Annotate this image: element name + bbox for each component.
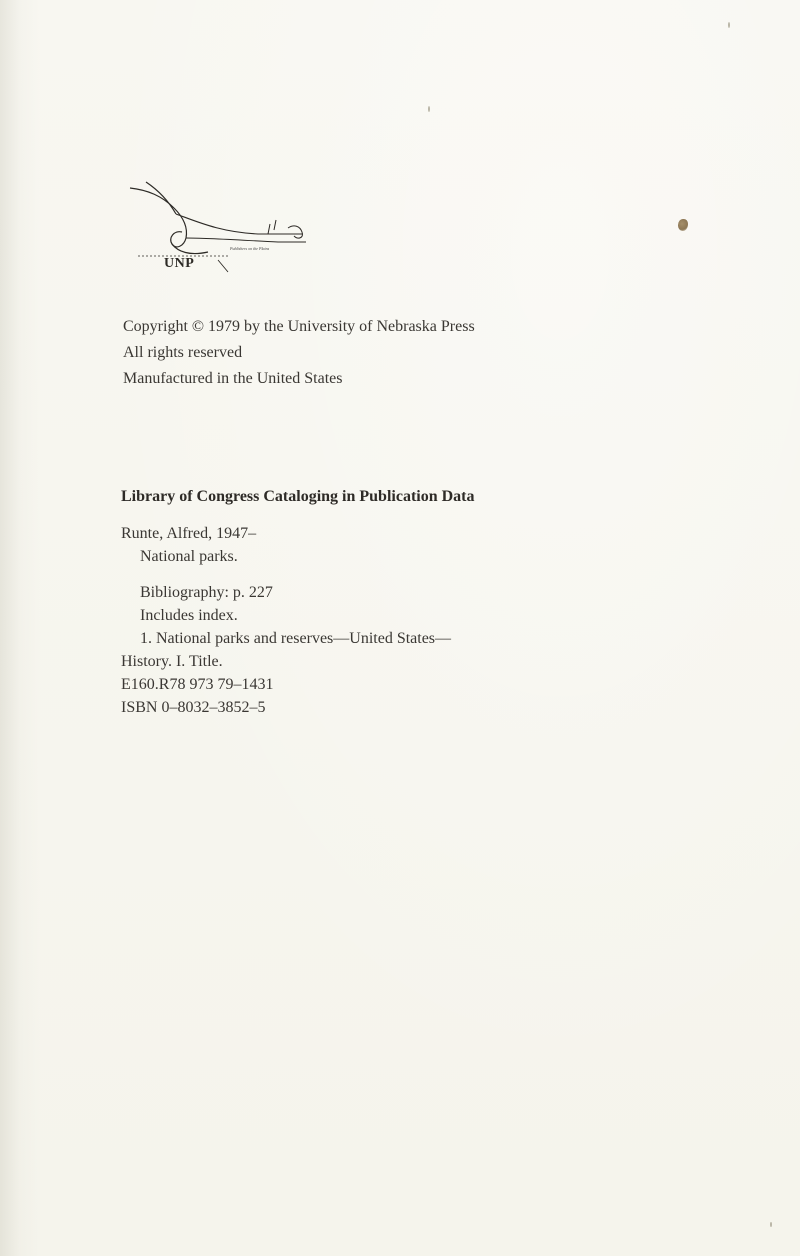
rights-line: All rights reserved	[123, 344, 243, 361]
publisher-logo	[128, 180, 318, 280]
copyright-line: Copyright © 1979 by the University of Nebraska Press	[123, 318, 475, 335]
cip-title: National parks.	[140, 548, 238, 565]
page-gutter-shadow	[0, 0, 40, 1256]
paper-speck	[770, 1222, 772, 1227]
cip-classification-row	[121, 673, 451, 696]
plow-logo-icon	[128, 180, 318, 280]
paper-stain	[678, 219, 688, 231]
copyright-block	[123, 314, 475, 392]
cip-call-number: E160.R78	[121, 676, 186, 693]
cip-lccn: 79–1431	[217, 676, 274, 693]
cip-isbn: ISBN 0–8032–3852–5	[121, 699, 266, 716]
paper-speck	[428, 106, 430, 112]
cip-bibliography: Bibliography: p. 227	[140, 584, 273, 601]
logo-unp-text: UNP	[164, 256, 195, 271]
logo-tagline: Publishers on the Plains	[230, 246, 270, 251]
cip-subject-line-1: 1. National parks and reserves—United States—	[140, 630, 452, 647]
cip-subject-line-2: History. I. Title.	[121, 653, 223, 670]
cip-record	[121, 522, 451, 719]
cip-dewey: 973	[189, 676, 214, 693]
cip-author: Runte, Alfred, 1947–	[121, 525, 257, 542]
cip-index: Includes index.	[140, 607, 238, 624]
cip-heading: Library of Congress Cataloging in Publication Data	[121, 488, 475, 505]
paper-speck	[728, 22, 730, 28]
manufactured-line: Manufactured in the United States	[123, 370, 343, 387]
